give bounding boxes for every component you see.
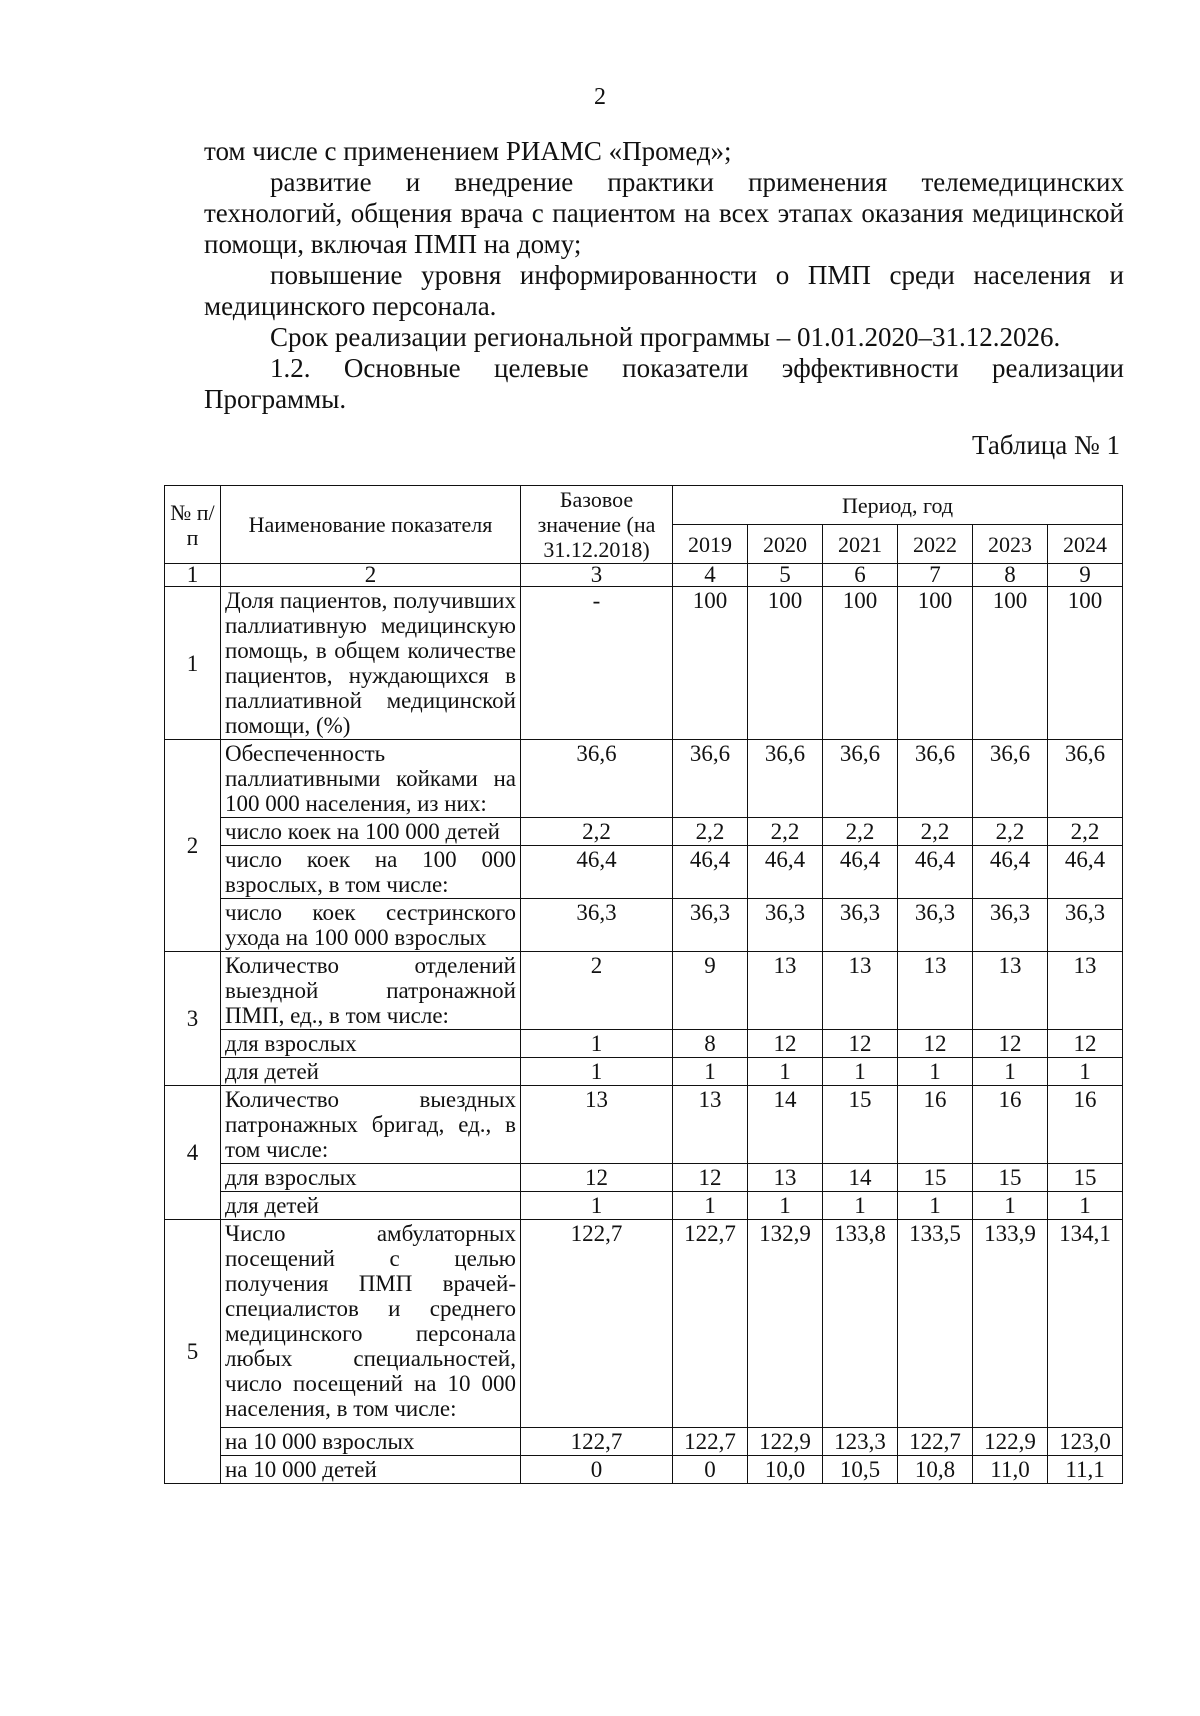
year-value-cell: 11,0 <box>973 1456 1048 1484</box>
base-value-cell: 13 <box>521 1086 673 1164</box>
year-value-cell: 15 <box>1048 1164 1123 1192</box>
header-year: 2019 <box>673 525 748 564</box>
year-value-cell: 13 <box>823 952 898 1030</box>
column-number: 7 <box>898 564 973 587</box>
year-value-cell: 1 <box>898 1058 973 1086</box>
year-value-cell: 100 <box>1048 587 1123 740</box>
year-value-cell: 15 <box>973 1164 1048 1192</box>
column-number: 8 <box>973 564 1048 587</box>
paragraph: повышение уровня информированности о ПМП среди населения и медицинского персонала. <box>204 260 1124 321</box>
year-value-cell: 122,7 <box>673 1428 748 1456</box>
header-base: Базовое значение (на 31.12.2018) <box>521 486 673 564</box>
year-value-cell: 2,2 <box>1048 818 1123 846</box>
year-value-cell: 12 <box>673 1164 748 1192</box>
base-value-cell: 1 <box>521 1192 673 1220</box>
year-value-cell: 2,2 <box>973 818 1048 846</box>
table-row <box>165 952 1123 1030</box>
year-value-cell: 132,9 <box>748 1220 823 1428</box>
year-value-cell: 1 <box>898 1192 973 1220</box>
indicator-name-cell: число коек сестринского ухода на 100 000 взрослых <box>221 899 521 952</box>
year-value-cell: 15 <box>898 1164 973 1192</box>
table-row <box>165 1164 1123 1192</box>
year-value-cell: 36,6 <box>1048 740 1123 818</box>
table-row <box>165 1058 1123 1086</box>
column-number: 9 <box>1048 564 1123 587</box>
column-number-row <box>165 564 1123 587</box>
year-value-cell: 46,4 <box>973 846 1048 899</box>
year-value-cell: 11,1 <box>1048 1456 1123 1484</box>
indicator-name-cell: для детей <box>221 1058 521 1086</box>
base-value-cell: 36,6 <box>521 740 673 818</box>
base-value-cell: - <box>521 587 673 740</box>
year-value-cell: 14 <box>823 1164 898 1192</box>
indicator-name-cell: для взрослых <box>221 1164 521 1192</box>
base-value-cell: 1 <box>521 1030 673 1058</box>
indicator-name-cell: Количество отделений выездной патронажной ПМП, ед., в том числе: <box>221 952 521 1030</box>
row-number-cell: 1 <box>165 587 221 740</box>
year-value-cell: 123,3 <box>823 1428 898 1456</box>
year-value-cell: 46,4 <box>748 846 823 899</box>
column-number: 2 <box>221 564 521 587</box>
year-value-cell: 10,0 <box>748 1456 823 1484</box>
year-value-cell: 122,7 <box>898 1428 973 1456</box>
year-value-cell: 36,6 <box>898 740 973 818</box>
header-name: Наименование показателя <box>221 486 521 564</box>
year-value-cell: 12 <box>823 1030 898 1058</box>
year-value-cell: 10,5 <box>823 1456 898 1484</box>
year-value-cell: 13 <box>1048 952 1123 1030</box>
year-value-cell: 1 <box>823 1058 898 1086</box>
year-value-cell: 133,5 <box>898 1220 973 1428</box>
year-value-cell: 46,4 <box>1048 846 1123 899</box>
row-number-cell: 4 <box>165 1086 221 1220</box>
base-value-cell: 2 <box>521 952 673 1030</box>
year-value-cell: 36,3 <box>973 899 1048 952</box>
year-value-cell: 46,4 <box>823 846 898 899</box>
year-value-cell: 122,9 <box>973 1428 1048 1456</box>
year-value-cell: 134,1 <box>1048 1220 1123 1428</box>
year-value-cell: 36,6 <box>823 740 898 818</box>
table-row <box>165 1192 1123 1220</box>
table-caption: Таблица № 1 <box>972 430 1120 460</box>
table-row <box>165 1030 1123 1058</box>
year-value-cell: 36,3 <box>748 899 823 952</box>
indicator-name-cell: Обеспеченность паллиативными койками на 100 000 населения, из них: <box>221 740 521 818</box>
indicator-name-cell: для детей <box>221 1192 521 1220</box>
year-value-cell: 1 <box>973 1058 1048 1086</box>
header-year: 2024 <box>1048 525 1123 564</box>
header-year: 2021 <box>823 525 898 564</box>
year-value-cell: 100 <box>898 587 973 740</box>
indicator-name-cell: Доля пациентов, получивших паллиативную медицинскую помощь, в общем количестве пациентов, нуждающихся в паллиативной медицинской помощи, (%) <box>221 587 521 740</box>
year-value-cell: 36,3 <box>1048 899 1123 952</box>
table-row <box>165 818 1123 846</box>
year-value-cell: 1 <box>823 1192 898 1220</box>
year-value-cell: 133,8 <box>823 1220 898 1428</box>
year-value-cell: 14 <box>748 1086 823 1164</box>
paragraph: том числе с применением РИАМС «Промед»; <box>204 136 732 166</box>
year-value-cell: 1 <box>673 1058 748 1086</box>
paragraph: 1.2. Основные целевые показатели эффективности реализации Программы. <box>204 353 1124 414</box>
year-value-cell: 12 <box>973 1030 1048 1058</box>
year-value-cell: 1 <box>1048 1058 1123 1086</box>
paragraph: Срок реализации региональной программы – 01.01.2020–31.12.2026. <box>270 322 1061 352</box>
table-body <box>165 587 1123 1484</box>
year-value-cell: 100 <box>973 587 1048 740</box>
year-value-cell: 1 <box>673 1192 748 1220</box>
table-row <box>165 587 1123 740</box>
year-value-cell: 122,7 <box>673 1220 748 1428</box>
year-value-cell: 8 <box>673 1030 748 1058</box>
year-value-cell: 16 <box>1048 1086 1123 1164</box>
year-value-cell: 12 <box>898 1030 973 1058</box>
year-value-cell: 16 <box>898 1086 973 1164</box>
year-value-cell: 46,4 <box>673 846 748 899</box>
year-value-cell: 123,0 <box>1048 1428 1123 1456</box>
year-value-cell: 2,2 <box>823 818 898 846</box>
header-num: № п/п <box>165 486 221 564</box>
table-row <box>165 740 1123 818</box>
row-number-cell: 5 <box>165 1220 221 1484</box>
indicator-name-cell: Количество выездных патронажных бригад, ед., в том числе: <box>221 1086 521 1164</box>
indicator-name-cell: число коек на 100 000 взрослых, в том числе: <box>221 846 521 899</box>
header-year: 2020 <box>748 525 823 564</box>
indicator-name-cell: на 10 000 взрослых <box>221 1428 521 1456</box>
base-value-cell: 122,7 <box>521 1428 673 1456</box>
year-value-cell: 100 <box>823 587 898 740</box>
column-number: 6 <box>823 564 898 587</box>
year-value-cell: 1 <box>748 1192 823 1220</box>
indicator-name-cell: число коек на 100 000 детей <box>221 818 521 846</box>
year-value-cell: 36,6 <box>673 740 748 818</box>
header-row <box>165 486 1123 525</box>
year-value-cell: 10,8 <box>898 1456 973 1484</box>
year-value-cell: 36,3 <box>823 899 898 952</box>
year-value-cell: 12 <box>1048 1030 1123 1058</box>
column-number: 1 <box>165 564 221 587</box>
row-number-cell: 3 <box>165 952 221 1086</box>
header-year: 2022 <box>898 525 973 564</box>
year-value-cell: 0 <box>673 1456 748 1484</box>
year-value-cell: 1 <box>1048 1192 1123 1220</box>
table-row <box>165 1428 1123 1456</box>
row-number-cell: 2 <box>165 740 221 952</box>
year-value-cell: 2,2 <box>673 818 748 846</box>
header-year: 2023 <box>973 525 1048 564</box>
year-value-cell: 13 <box>973 952 1048 1030</box>
table-row <box>165 899 1123 952</box>
year-value-cell: 13 <box>748 1164 823 1192</box>
year-value-cell: 13 <box>898 952 973 1030</box>
base-value-cell: 1 <box>521 1058 673 1086</box>
year-value-cell: 2,2 <box>748 818 823 846</box>
base-value-cell: 46,4 <box>521 846 673 899</box>
table-row <box>165 1086 1123 1164</box>
base-value-cell: 122,7 <box>521 1220 673 1428</box>
year-value-cell: 2,2 <box>898 818 973 846</box>
year-value-cell: 133,9 <box>973 1220 1048 1428</box>
year-value-cell: 122,9 <box>748 1428 823 1456</box>
year-value-cell: 12 <box>748 1030 823 1058</box>
column-number: 5 <box>748 564 823 587</box>
page-number: 2 <box>594 84 606 110</box>
table-row <box>165 1220 1123 1428</box>
body-text <box>204 136 1124 415</box>
year-value-cell: 100 <box>673 587 748 740</box>
year-value-cell: 9 <box>673 952 748 1030</box>
column-number: 3 <box>521 564 673 587</box>
year-value-cell: 16 <box>973 1086 1048 1164</box>
year-value-cell: 36,6 <box>748 740 823 818</box>
year-value-cell: 36,6 <box>973 740 1048 818</box>
year-value-cell: 1 <box>748 1058 823 1086</box>
base-value-cell: 12 <box>521 1164 673 1192</box>
header-period: Период, год <box>673 486 1123 525</box>
year-value-cell: 13 <box>673 1086 748 1164</box>
column-number: 4 <box>673 564 748 587</box>
indicator-name-cell: на 10 000 детей <box>221 1456 521 1484</box>
table-row <box>165 846 1123 899</box>
base-value-cell: 2,2 <box>521 818 673 846</box>
paragraph: развитие и внедрение практики применения телемедицинских технологий, общения врача с пациентом на всех этапах оказания медицинской помощи, включая ПМП на дому; <box>204 167 1124 259</box>
indicators-table <box>164 485 1123 1484</box>
table-row <box>165 1456 1123 1484</box>
year-value-cell: 36,3 <box>898 899 973 952</box>
year-value-cell: 100 <box>748 587 823 740</box>
base-value-cell: 0 <box>521 1456 673 1484</box>
year-value-cell: 1 <box>973 1192 1048 1220</box>
indicator-name-cell: для взрослых <box>221 1030 521 1058</box>
year-value-cell: 15 <box>823 1086 898 1164</box>
base-value-cell: 36,3 <box>521 899 673 952</box>
indicator-name-cell: Число амбулаторных посещений с целью получения ПМП врачей-специалистов и среднего медицинского персонала любых специальностей, число посещений на 10 000 населения, в том числе: <box>221 1220 521 1428</box>
year-value-cell: 46,4 <box>898 846 973 899</box>
year-value-cell: 36,3 <box>673 899 748 952</box>
year-value-cell: 13 <box>748 952 823 1030</box>
